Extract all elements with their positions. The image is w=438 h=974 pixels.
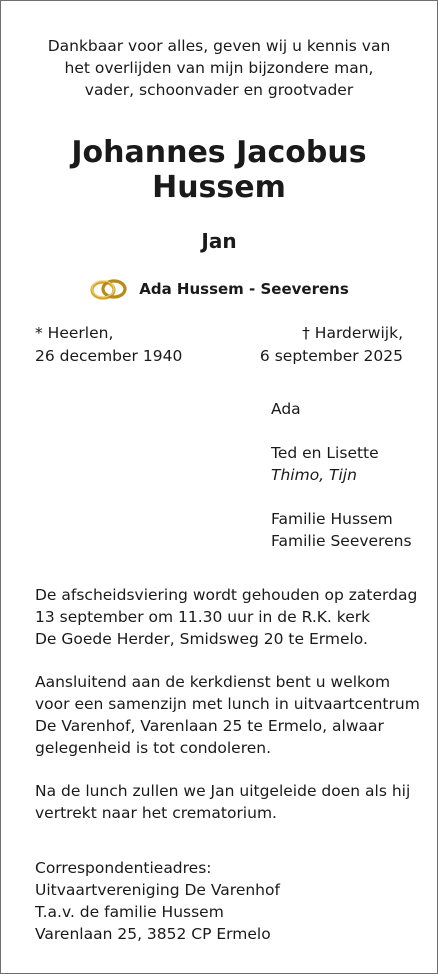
ceremony-paragraph — [35, 584, 418, 650]
intro-line: het overlijden van mijn bijzondere man, — [64, 59, 374, 77]
ceremony-line: De Goede Herder, Smidsweg 20 te Ermelo. — [35, 630, 368, 648]
gathering-line: De Varenhof, Varenlaan 25 te Ermelo, alwaar — [35, 717, 384, 735]
crematorium-line: Na de lunch zullen we Jan uitgeleide doen als hij — [35, 782, 411, 800]
ceremony-line: De afscheidsviering wordt gehouden op zaterdag — [35, 586, 418, 604]
birth-place: * Heerlen, — [35, 324, 114, 342]
family-grandchildren: Thimo, Tijn — [271, 466, 357, 484]
spouse-name: Ada Hussem - Seeverens — [139, 280, 349, 298]
address-street: Varenlaan 25, 3852 CP Ermelo — [35, 925, 271, 943]
intro-line: vader, schoonvader en grootvader — [84, 81, 354, 99]
gathering-paragraph — [35, 671, 420, 759]
crematorium-line: vertrekt naar het crematorium. — [35, 804, 277, 822]
birth-date: 26 december 1940 — [35, 347, 183, 365]
family-child: Ted en Lisette — [271, 444, 379, 462]
birth-info — [35, 322, 182, 368]
address-label: Correspondentieadres: — [35, 859, 212, 877]
gathering-line: voor een samenzijn met lunch in uitvaartcentrum — [35, 695, 420, 713]
family-seeverens: Familie Seeverens — [271, 532, 412, 550]
wedding-rings-icon — [89, 276, 129, 302]
death-info — [260, 322, 403, 368]
name-last: Hussem — [152, 170, 286, 205]
correspondence-address — [35, 857, 280, 945]
death-place: † Harderwijk, — [302, 324, 403, 342]
address-attn: T.a.v. de familie Hussem — [35, 903, 224, 921]
address-org: Uitvaartvereniging De Varenhof — [35, 881, 280, 899]
intro-text — [1, 35, 437, 101]
gathering-line: Aansluitend aan de kerkdienst bent u welkom — [35, 673, 391, 691]
family-hussem: Familie Hussem — [271, 510, 393, 528]
intro-line: Dankbaar voor alles, geven wij u kennis van — [47, 37, 391, 55]
family-spouse: Ada — [271, 400, 301, 418]
gathering-line: gelegenheid is tot condoleren. — [35, 739, 272, 757]
ceremony-line: 13 september om 11.30 uur in de R.K. kerk — [35, 608, 371, 626]
death-date: 6 september 2025 — [259, 347, 403, 365]
crematorium-paragraph — [35, 780, 411, 824]
name-first: Johannes Jacobus — [71, 135, 367, 170]
spouse-row — [1, 275, 437, 303]
nickname: Jan — [201, 229, 237, 253]
family-list — [271, 398, 412, 552]
deceased-name — [1, 135, 437, 205]
